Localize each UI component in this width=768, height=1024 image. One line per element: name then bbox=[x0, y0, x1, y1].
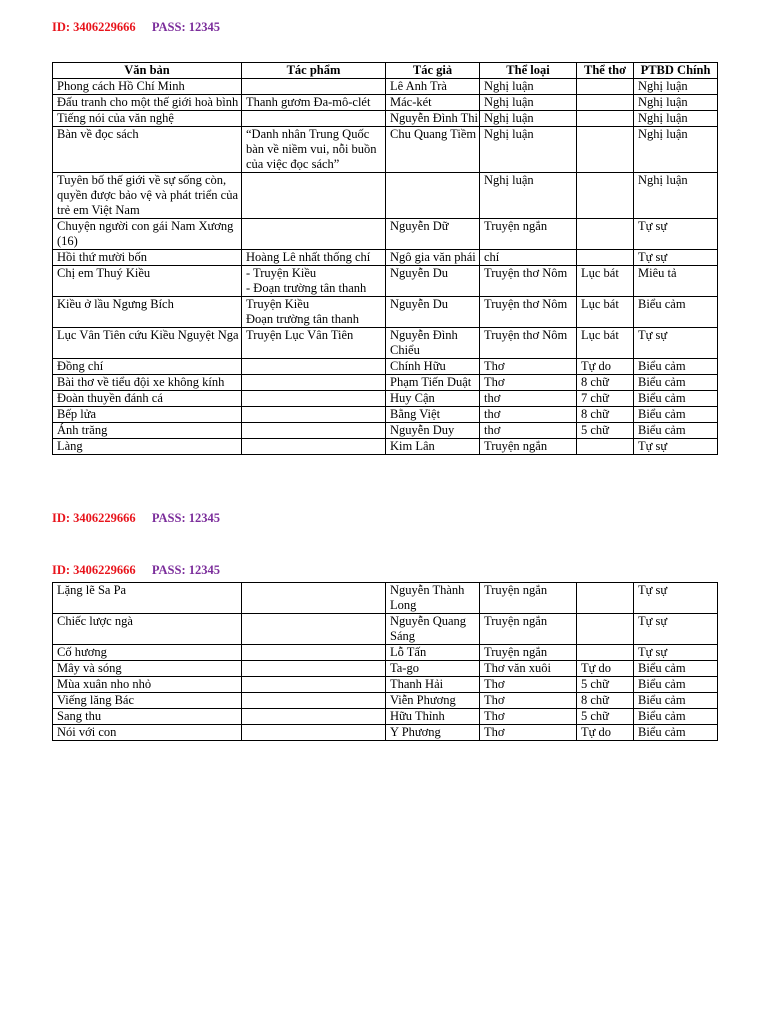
table-row bbox=[53, 661, 718, 677]
cell-the-tho: 8 chữ bbox=[577, 375, 634, 391]
cell-tac-gia: Thanh Hải bbox=[386, 677, 480, 693]
cell-tac-gia: Nguyễn Đình Chiểu bbox=[386, 328, 480, 359]
credentials-line-3 bbox=[52, 563, 220, 578]
cell-ptbd-chinh: Tự sự bbox=[634, 614, 718, 645]
cell-van-ban: Phong cách Hồ Chí Minh bbox=[53, 79, 242, 95]
cell-tac-gia: Ta-go bbox=[386, 661, 480, 677]
cell-van-ban: Chị em Thuý Kiều bbox=[53, 266, 242, 297]
column-header-tac-gia: Tác giả bbox=[386, 63, 480, 79]
cell-tac-pham bbox=[242, 173, 386, 219]
cell-van-ban: Sang thu bbox=[53, 709, 242, 725]
cell-the-tho: 5 chữ bbox=[577, 677, 634, 693]
cell-ptbd-chinh: Miêu tả bbox=[634, 266, 718, 297]
cell-the-tho bbox=[577, 127, 634, 173]
cell-tac-gia: Ngô gia văn phái bbox=[386, 250, 480, 266]
cell-the-loai: Thơ bbox=[480, 677, 577, 693]
cell-ptbd-chinh: Biểu cảm bbox=[634, 359, 718, 375]
table-row bbox=[53, 173, 718, 219]
table-row bbox=[53, 79, 718, 95]
cell-the-tho: Tự do bbox=[577, 359, 634, 375]
cell-the-loai: Thơ bbox=[480, 359, 577, 375]
cell-the-loai: Truyện ngắn bbox=[480, 219, 577, 250]
table-row bbox=[53, 709, 718, 725]
table-row bbox=[53, 95, 718, 111]
cell-tac-pham: - Truyện Kiều - Đoạn trường tân thanh bbox=[242, 266, 386, 297]
cell-tac-gia: Nguyễn Quang Sáng bbox=[386, 614, 480, 645]
cell-van-ban: Hồi thứ mười bốn bbox=[53, 250, 242, 266]
table-row bbox=[53, 111, 718, 127]
cell-tac-pham: “Danh nhân Trung Quốc bàn về niềm vui, nỗi buồn của việc đọc sách” bbox=[242, 127, 386, 173]
id-label: ID: 3406229666 bbox=[52, 20, 136, 34]
cell-the-tho: 5 chữ bbox=[577, 423, 634, 439]
cell-tac-pham bbox=[242, 407, 386, 423]
id-label: ID: 3406229666 bbox=[52, 511, 136, 525]
cell-the-tho bbox=[577, 614, 634, 645]
cell-the-loai: Nghị luận bbox=[480, 111, 577, 127]
cell-tac-gia: Nguyễn Thành Long bbox=[386, 583, 480, 614]
cell-the-tho: Tự do bbox=[577, 725, 634, 741]
table-row bbox=[53, 407, 718, 423]
cell-the-tho: 5 chữ bbox=[577, 709, 634, 725]
table-row bbox=[53, 677, 718, 693]
cell-the-loai: Nghị luận bbox=[480, 79, 577, 95]
cell-tac-gia: Phạm Tiến Duật bbox=[386, 375, 480, 391]
cell-the-loai: Thơ bbox=[480, 693, 577, 709]
table-row bbox=[53, 645, 718, 661]
table-header-row bbox=[53, 63, 718, 79]
table-row bbox=[53, 423, 718, 439]
cell-van-ban: Lục Vân Tiên cứu Kiều Nguyệt Nga bbox=[53, 328, 242, 359]
cell-tac-gia: Nguyễn Duy bbox=[386, 423, 480, 439]
cell-tac-pham bbox=[242, 661, 386, 677]
cell-the-loai: Thơ bbox=[480, 725, 577, 741]
cell-ptbd-chinh: Biểu cảm bbox=[634, 725, 718, 741]
cell-ptbd-chinh: Biểu cảm bbox=[634, 297, 718, 328]
id-label: ID: 3406229666 bbox=[52, 563, 136, 577]
cell-tac-gia: Lỗ Tấn bbox=[386, 645, 480, 661]
literature-table-1 bbox=[52, 62, 718, 455]
cell-tac-pham bbox=[242, 359, 386, 375]
cell-the-loai: Truyện ngắn bbox=[480, 583, 577, 614]
table-row bbox=[53, 359, 718, 375]
cell-the-tho bbox=[577, 439, 634, 455]
table-row bbox=[53, 391, 718, 407]
cell-van-ban: Kiều ở lầu Ngưng Bích bbox=[53, 297, 242, 328]
cell-ptbd-chinh: Tự sự bbox=[634, 250, 718, 266]
cell-van-ban: Tiếng nói của văn nghệ bbox=[53, 111, 242, 127]
cell-the-tho bbox=[577, 219, 634, 250]
table-row bbox=[53, 614, 718, 645]
cell-van-ban: Mùa xuân nho nhỏ bbox=[53, 677, 242, 693]
pass-label: PASS: 12345 bbox=[151, 563, 220, 577]
cell-van-ban: Đồng chí bbox=[53, 359, 242, 375]
cell-the-tho: Lục bát bbox=[577, 297, 634, 328]
cell-tac-pham: Truyện Kiều Đoạn trường tân thanh bbox=[242, 297, 386, 328]
cell-tac-pham bbox=[242, 583, 386, 614]
cell-the-loai: Thơ bbox=[480, 709, 577, 725]
cell-van-ban: Đấu tranh cho một thế giới hoà bình bbox=[53, 95, 242, 111]
cell-the-tho bbox=[577, 645, 634, 661]
cell-the-tho bbox=[577, 95, 634, 111]
literature-table-2 bbox=[52, 582, 718, 741]
cell-ptbd-chinh: Nghị luận bbox=[634, 127, 718, 173]
cell-ptbd-chinh: Biểu cảm bbox=[634, 423, 718, 439]
cell-the-loai: Truyện ngắn bbox=[480, 645, 577, 661]
cell-tac-pham bbox=[242, 423, 386, 439]
cell-the-tho: 7 chữ bbox=[577, 391, 634, 407]
cell-the-tho bbox=[577, 79, 634, 95]
cell-ptbd-chinh: Nghị luận bbox=[634, 79, 718, 95]
cell-the-tho: Lục bát bbox=[577, 328, 634, 359]
cell-the-loai: Truyện thơ Nôm bbox=[480, 328, 577, 359]
cell-van-ban: Ánh trăng bbox=[53, 423, 242, 439]
cell-tac-pham: Hoàng Lê nhất thống chí bbox=[242, 250, 386, 266]
credentials-line-2 bbox=[52, 511, 220, 526]
credentials-line-1 bbox=[52, 20, 220, 35]
cell-tac-pham bbox=[242, 111, 386, 127]
cell-van-ban: Đoàn thuyền đánh cá bbox=[53, 391, 242, 407]
cell-ptbd-chinh: Biểu cảm bbox=[634, 407, 718, 423]
cell-ptbd-chinh: Biểu cảm bbox=[634, 375, 718, 391]
cell-ptbd-chinh: Tự sự bbox=[634, 583, 718, 614]
cell-tac-pham: Thanh gươm Đa-mô-clét bbox=[242, 95, 386, 111]
cell-tac-pham bbox=[242, 677, 386, 693]
table-row bbox=[53, 725, 718, 741]
cell-tac-gia: Nguyễn Dữ bbox=[386, 219, 480, 250]
cell-tac-pham bbox=[242, 391, 386, 407]
cell-van-ban: Nói với con bbox=[53, 725, 242, 741]
column-header-the-tho: Thể thơ bbox=[577, 63, 634, 79]
cell-tac-gia: Mác-két bbox=[386, 95, 480, 111]
cell-tac-pham bbox=[242, 645, 386, 661]
cell-ptbd-chinh: Biểu cảm bbox=[634, 677, 718, 693]
table-row bbox=[53, 583, 718, 614]
cell-the-tho: Lục bát bbox=[577, 266, 634, 297]
cell-tac-gia: Chu Quang Tiềm bbox=[386, 127, 480, 173]
pass-label: PASS: 12345 bbox=[151, 511, 220, 525]
cell-the-loai: Nghị luận bbox=[480, 95, 577, 111]
cell-ptbd-chinh: Biểu cảm bbox=[634, 693, 718, 709]
pass-label: PASS: 12345 bbox=[151, 20, 220, 34]
table-row bbox=[53, 250, 718, 266]
cell-ptbd-chinh: Tự sự bbox=[634, 645, 718, 661]
cell-the-loai: Thơ văn xuôi bbox=[480, 661, 577, 677]
cell-the-loai: Nghị luận bbox=[480, 127, 577, 173]
table-row bbox=[53, 375, 718, 391]
cell-the-loai: thơ bbox=[480, 407, 577, 423]
cell-the-loai: thơ bbox=[480, 423, 577, 439]
cell-tac-gia: Hữu Thỉnh bbox=[386, 709, 480, 725]
cell-tac-pham bbox=[242, 709, 386, 725]
cell-tac-pham bbox=[242, 219, 386, 250]
table-row bbox=[53, 439, 718, 455]
cell-the-tho bbox=[577, 173, 634, 219]
table-row bbox=[53, 297, 718, 328]
cell-tac-gia: Viễn Phương bbox=[386, 693, 480, 709]
table-row bbox=[53, 127, 718, 173]
cell-the-tho bbox=[577, 111, 634, 127]
cell-ptbd-chinh: Tự sự bbox=[634, 219, 718, 250]
cell-the-loai: Truyện thơ Nôm bbox=[480, 266, 577, 297]
table-row bbox=[53, 266, 718, 297]
cell-the-tho bbox=[577, 250, 634, 266]
cell-tac-gia: Y Phương bbox=[386, 725, 480, 741]
column-header-the-loai: Thể loại bbox=[480, 63, 577, 79]
cell-van-ban: Chuyện người con gái Nam Xương (16) bbox=[53, 219, 242, 250]
cell-tac-gia bbox=[386, 173, 480, 219]
cell-tac-gia: Nguyễn Du bbox=[386, 266, 480, 297]
cell-the-loai: Truyện thơ Nôm bbox=[480, 297, 577, 328]
cell-the-tho: 8 chữ bbox=[577, 407, 634, 423]
cell-tac-gia: Nguyễn Du bbox=[386, 297, 480, 328]
cell-tac-gia: Nguyễn Đình Thi bbox=[386, 111, 480, 127]
cell-van-ban: Chiếc lược ngà bbox=[53, 614, 242, 645]
cell-van-ban: Viếng lăng Bác bbox=[53, 693, 242, 709]
cell-tac-gia: Lê Anh Trà bbox=[386, 79, 480, 95]
cell-van-ban: Làng bbox=[53, 439, 242, 455]
cell-the-loai: thơ bbox=[480, 391, 577, 407]
cell-the-loai: Truyện ngắn bbox=[480, 439, 577, 455]
cell-ptbd-chinh: Nghị luận bbox=[634, 95, 718, 111]
cell-ptbd-chinh: Biểu cảm bbox=[634, 661, 718, 677]
cell-tac-pham bbox=[242, 614, 386, 645]
cell-tac-pham: Truyện Lục Vân Tiên bbox=[242, 328, 386, 359]
table-row bbox=[53, 693, 718, 709]
cell-ptbd-chinh: Tự sự bbox=[634, 439, 718, 455]
table-row bbox=[53, 219, 718, 250]
cell-tac-pham bbox=[242, 79, 386, 95]
cell-tac-gia: Kim Lân bbox=[386, 439, 480, 455]
cell-van-ban: Bàn về đọc sách bbox=[53, 127, 242, 173]
cell-van-ban: Mây và sóng bbox=[53, 661, 242, 677]
cell-ptbd-chinh: Nghị luận bbox=[634, 173, 718, 219]
cell-ptbd-chinh: Nghị luận bbox=[634, 111, 718, 127]
cell-tac-pham bbox=[242, 375, 386, 391]
cell-tac-pham bbox=[242, 725, 386, 741]
cell-tac-pham bbox=[242, 439, 386, 455]
cell-the-loai: chí bbox=[480, 250, 577, 266]
cell-tac-gia: Huy Cận bbox=[386, 391, 480, 407]
cell-the-loai: Truyện ngắn bbox=[480, 614, 577, 645]
cell-van-ban: Tuyên bố thế giới về sự sống còn, quyền được bảo vệ và phát triển của trẻ em Việt Nam bbox=[53, 173, 242, 219]
cell-van-ban: Bài thơ về tiểu đội xe không kính bbox=[53, 375, 242, 391]
cell-tac-pham bbox=[242, 693, 386, 709]
column-header-ptbd-chinh: PTBD Chính bbox=[634, 63, 718, 79]
cell-the-tho bbox=[577, 583, 634, 614]
cell-the-tho: Tự do bbox=[577, 661, 634, 677]
cell-ptbd-chinh: Biểu cảm bbox=[634, 709, 718, 725]
cell-van-ban: Lặng lẽ Sa Pa bbox=[53, 583, 242, 614]
cell-the-loai: Thơ bbox=[480, 375, 577, 391]
cell-the-loai: Nghị luận bbox=[480, 173, 577, 219]
cell-the-tho: 8 chữ bbox=[577, 693, 634, 709]
table-row bbox=[53, 328, 718, 359]
column-header-tac-pham: Tác phẩm bbox=[242, 63, 386, 79]
cell-van-ban: Bếp lửa bbox=[53, 407, 242, 423]
cell-ptbd-chinh: Tự sự bbox=[634, 328, 718, 359]
column-header-van-ban: Văn bản bbox=[53, 63, 242, 79]
cell-van-ban: Cố hương bbox=[53, 645, 242, 661]
cell-ptbd-chinh: Biểu cảm bbox=[634, 391, 718, 407]
cell-tac-gia: Chính Hữu bbox=[386, 359, 480, 375]
cell-tac-gia: Bằng Việt bbox=[386, 407, 480, 423]
